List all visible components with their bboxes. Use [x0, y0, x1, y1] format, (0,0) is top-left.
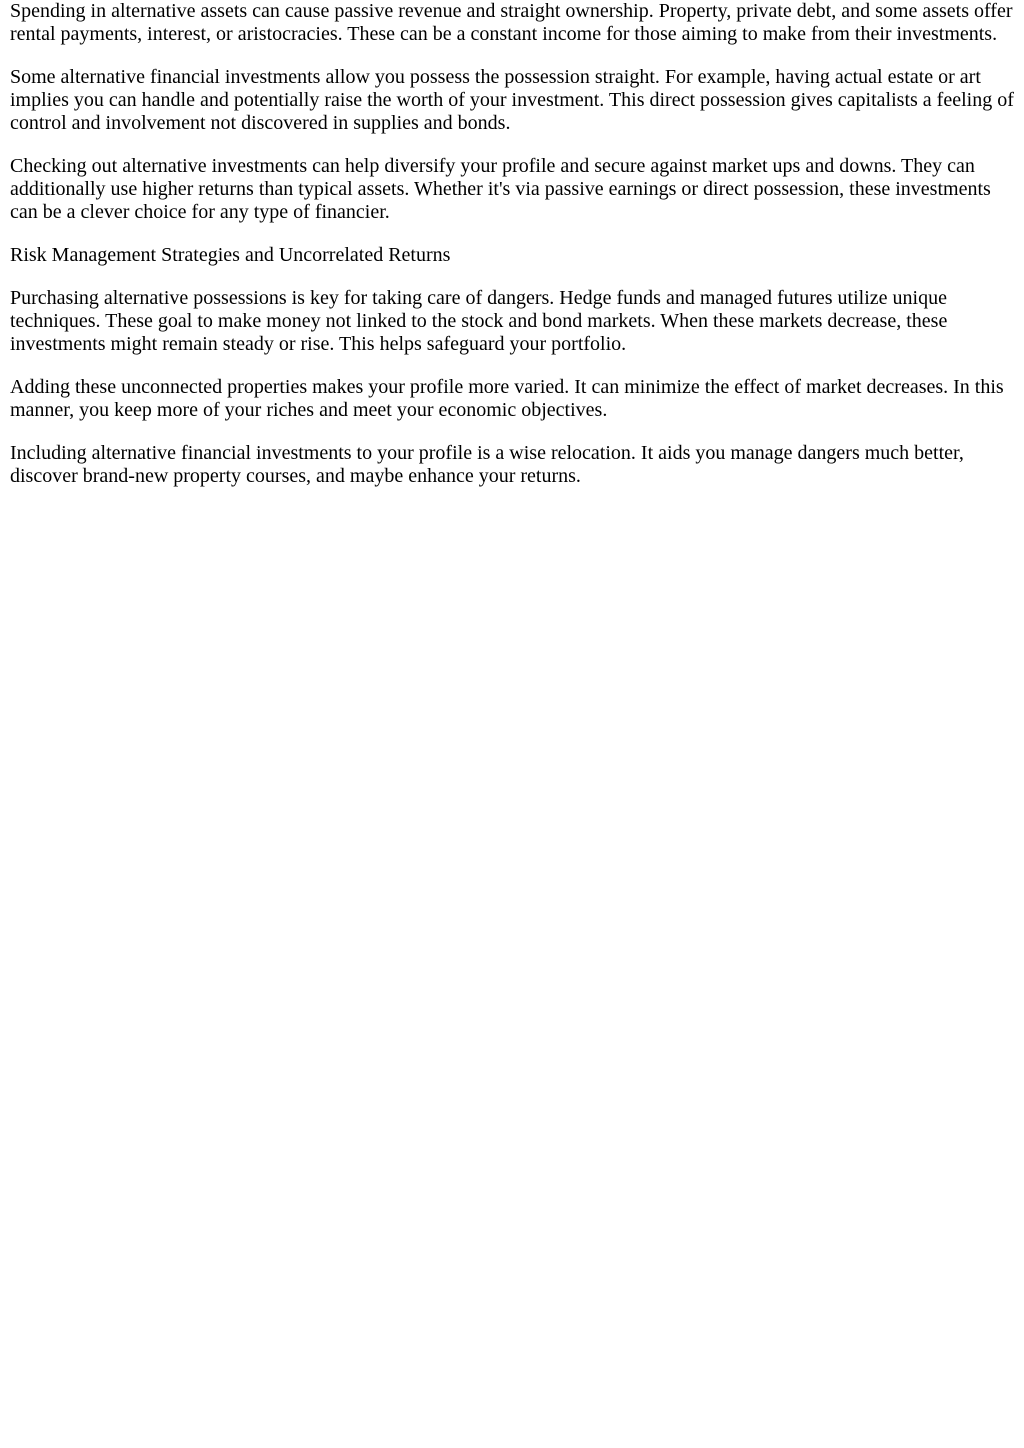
- paragraph-hedge-funds: Purchasing alternative possessions is key for taking care of dangers. Hedge funds and managed futures utilize unique techniques. These goal to make money not linked to the stock and bond markets. When these markets decrease, these investments might remain steady or rise. This helps safeguard your portfolio.: [10, 287, 948, 355]
- paragraph-conclusion: Including alternative financial investments to your profile is a wise relocation. It aids you manage dangers much better, discover brand-new property courses, and maybe enhance your returns.: [10, 442, 964, 487]
- section-heading-risk-management: Risk Management Strategies and Uncorrelated Returns: [10, 244, 451, 266]
- paragraph-passive-income: Spending in alternative assets can cause passive revenue and straight ownership. Property, private debt, and some assets offer rental payments, interest, or aristocracies. These can be a constant income for those aiming to make from their investments.: [10, 0, 1013, 45]
- paragraph-diversification: Checking out alternative investments can help diversify your profile and secure against market ups and downs. They can additionally use higher returns than typical assets. Whether it's via passive earnings or direct possession, these investments can be a clever choice for any type of financier.: [10, 155, 991, 223]
- paragraph-unconnected-properties: Adding these unconnected properties makes your profile more varied. It can minimize the effect of market decreases. In this manner, you keep more of your riches and meet your economic objectives.: [10, 376, 1004, 421]
- paragraph-direct-ownership: Some alternative financial investments allow you possess the possession straight. For example, having actual estate or art implies you can handle and potentially raise the worth of your investment. This direct possession gives capitalists a feeling of control and involvement not discovered in supplies and bonds.: [10, 66, 1014, 134]
